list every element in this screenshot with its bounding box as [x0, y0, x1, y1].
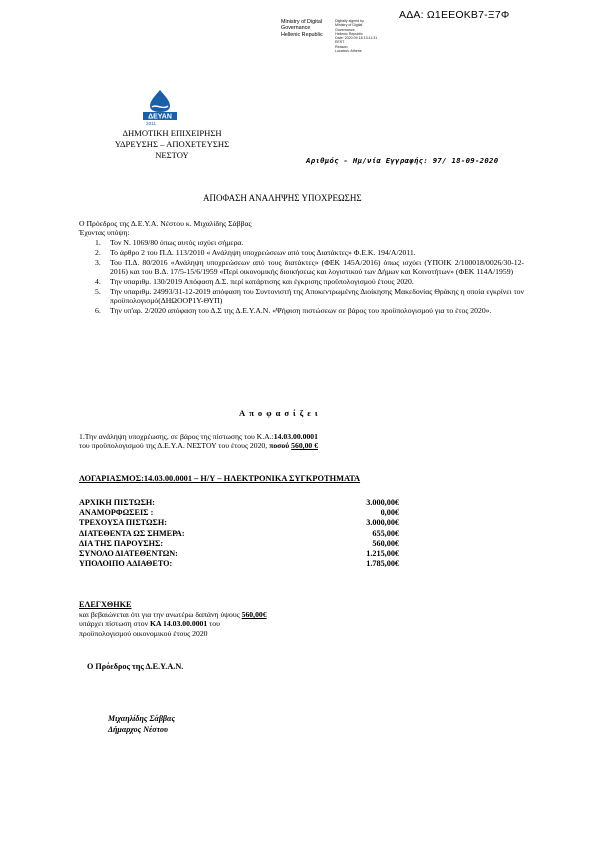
financial-row: [79, 498, 399, 508]
financial-value: 655,00€: [372, 528, 399, 538]
verification-text: υπάρχει πίστωση στον: [79, 619, 149, 629]
financial-value: 1.215,00€: [366, 549, 399, 559]
financial-label: ΔΙΑΤΕΘΕΝΤΑ ΩΣ ΣΗΜΕΡΑ:: [79, 528, 185, 538]
signature-issuer-line: Ministry of Digital: [281, 19, 323, 25]
list-number: 1.: [95, 238, 101, 247]
document-title: ΑΠΟΦΑΣΗ ΑΝΑΛΗΨΗΣ ΥΠΟΧΡΕΩΣΗΣ: [203, 193, 362, 203]
verification-line-2: [79, 619, 399, 628]
list-item: [95, 287, 524, 306]
list-item: [95, 238, 524, 247]
decision-line-2: [79, 441, 529, 450]
signature-issuer-line: Governance: [281, 25, 311, 32]
financial-row: [79, 549, 399, 559]
amount-label: ποσού: [269, 441, 290, 451]
signature-detail-line: Hellenic Republic: [335, 31, 363, 36]
list-number: 6.: [95, 306, 101, 316]
verification-amount: 560,00€: [241, 610, 267, 619]
budget-code: 14.03.00.0001: [273, 432, 318, 441]
org-line-3: ΝΕΣΤΟΥ: [155, 150, 189, 160]
financial-row: [79, 518, 399, 528]
financial-value: 560,00€: [372, 538, 399, 548]
list-text: Την υπαριθμ. 130/2019 Απόφαση Δ.Σ. περί κατάρτισης και έγκρισης προϋπολογισμού έτους 2020.: [110, 277, 414, 287]
financial-value: 3.000,00€: [366, 518, 399, 528]
financial-value: 1.785,00€: [366, 559, 399, 569]
list-number: 2.: [95, 247, 101, 257]
signature-detail-line: Digitally signed by: [335, 19, 364, 23]
logo-year: 2011: [146, 121, 156, 126]
logo-text: ΔΕΥΑΝ: [148, 113, 172, 121]
financial-value: 3.000,00€: [366, 498, 399, 507]
list-item: [95, 258, 524, 277]
financial-label: ΑΡΧΙΚΗ ΠΙΣΤΩΣΗ:: [79, 498, 156, 507]
financial-row: [79, 559, 399, 569]
account-heading: ΛΟΓΑΡΙΑΣΜΟΣ:14.03.00.0001 – Η/Υ – ΗΛΕΚΤΡΟΝΙΚΑ ΣΥΓΚΡΟΤΗΜΑΤΑ: [79, 474, 361, 483]
ada-code: ΑΔΑ: Ω1ΕΕΟΚΒ7-Ξ7Φ: [399, 9, 510, 21]
org-line-2: ΥΔΡΕΥΣΗΣ – ΑΠΟΧΕΤΕΥΣΗΣ: [114, 139, 230, 149]
deyan-logo: [140, 88, 180, 126]
signature-detail-line: EEST: [335, 40, 345, 45]
verification-text: και βεβαιώνεται ότι για την ανωτέρω δαπάνη ύψους: [79, 610, 240, 619]
intro-president: Ο Πρόεδρος της Δ.Ε.Υ.Α. Νέστου κ. Μιχαλίδης Σάββας: [79, 219, 252, 228]
verification-section: [79, 600, 399, 638]
signature-issuer: [281, 19, 333, 38]
decides-heading: Αποφασίζει: [239, 408, 322, 418]
list-text: Την υπ'αρ. 2/2020 απόφαση του Δ.Σ της Δ.Ε.Υ.Α.Ν. «Ψήφιση πιστώσεων σε βάρος του προϋπολογισμού για το έτος 2020».: [110, 306, 492, 316]
list-item: [95, 277, 524, 286]
signature-issuer-line: Hellenic Republic: [281, 31, 323, 38]
signer-block: [108, 714, 175, 735]
verification-line-3: προϋπολογισμού οικονομικού έτους 2020: [79, 628, 208, 638]
financial-label: ΣΥΝΟΛΟ ΔΙΑΤΕΘΕΝΤΩΝ:: [79, 549, 178, 559]
financial-label: ΑΝΑΜΟΡΦΩΣΕΙΣ :: [79, 508, 154, 518]
list-text: Του Π.Δ. 80/2016 «Ανάληψη υποχρεώσεων από τους διατάκτες» (ΦΕΚ 145Α/2016) όπως ισχύει (ΥΠΟΙΚ 2/100018/0026/30-12-2016) και του Β.Δ. 17/5-15/6/1959 «Περί οικονομικής διοικήσεως και λογιστικού των Δήμων και Κοινοτήτων» (ΦΕΚ 114Α/1959): [110, 257, 524, 277]
list-item: [95, 248, 524, 257]
list-text: Το άρθρο 2 του Π.Δ. 113/2010 « Ανάληψη υποχρεώσεων από τους Διατάκτες» Φ.Ε.Κ. 194/Α/2011.: [110, 247, 416, 257]
signature-detail-line: Date: 2020.09.18 13:11:31: [335, 36, 378, 41]
president-title: Ο Πρόεδρος της Δ.Ε.Υ.Α.Ν.: [87, 662, 184, 671]
org-line-1: ΔΗΜΟΤΙΚΗ ΕΠΙΧΕΙΡΗΣΗ: [122, 128, 222, 138]
list-number: 3.: [95, 257, 101, 267]
signature-detail-line: Governance,: [335, 27, 356, 32]
list-text: Τον Ν. 1069/80 όπως αυτός ισχύει σήμερα.: [110, 238, 244, 247]
financial-row: [79, 508, 399, 518]
signer-role: Δήμαρχος Νέστου: [108, 724, 168, 734]
list-number: 5.: [95, 287, 101, 297]
intro-considering: Έχοντας υπόψη:: [79, 228, 130, 238]
amount-value: 560,00 €: [291, 441, 319, 451]
financial-row: [79, 529, 399, 539]
intro: [79, 219, 252, 238]
digital-signature-stamp: [281, 19, 396, 61]
verification-heading: ΕΛΕΓΧΘΗΚΕ: [79, 600, 132, 609]
decision-text: του προϋπολογισμού της Δ.Ε.Υ.Α. ΝΕΣΤΟΥ του έτους 2020,: [79, 441, 268, 451]
list-number: 4.: [95, 277, 101, 287]
decision-line-1: [79, 432, 529, 441]
considerations-list: [95, 238, 524, 316]
signature-details: [335, 19, 397, 53]
signature-detail-line: Location: Athens: [335, 49, 362, 54]
verification-line-1: [79, 610, 399, 619]
financial-summary: [79, 498, 399, 569]
signature-detail-line: Reason:: [335, 44, 349, 49]
signer-name: Μιχαηλίδης Σάββας: [108, 714, 176, 723]
financial-label: ΤΡΕΧΟΥΣΑ ΠΙΣΤΩΣΗ:: [79, 518, 167, 528]
list-item: [95, 306, 524, 315]
verification-text: του: [209, 619, 220, 629]
registration-number: Αριθμός - Ημ/νία Εγγραφής: 97/ 18-09-2020: [306, 156, 499, 165]
organization-name: [77, 128, 267, 161]
financial-label: ΥΠΟΛΟΙΠΟ ΑΔΙΑΘΕΤΟ:: [79, 559, 173, 569]
verification-code: ΚΑ 14.03.00.0001: [150, 619, 208, 629]
financial-label: ΔΙΑ ΤΗΣ ΠΑΡΟΥΣΗΣ:: [79, 538, 164, 548]
decision-text: 1.Την ανάληψη υποχρέωσης, σε βάρος της πίστωσης του Κ.Α.:: [79, 432, 274, 441]
signature-detail-line: Ministry of Digital: [335, 23, 363, 28]
decision-paragraph: [79, 432, 529, 451]
list-text: Την υπαριθμ. 24993/31-12-2019 απόφαση του Συντονιστή της Αποκεντρωμένης Διοίκησης Μακεδονίας Θράκης η οποία εγκρίνει τον προϋπολογισμό(ΔΗΩΟΟΡ1Υ-ΘΥΠ): [110, 287, 524, 306]
financial-row: [79, 539, 399, 549]
financial-value: 0,00€: [380, 508, 399, 518]
